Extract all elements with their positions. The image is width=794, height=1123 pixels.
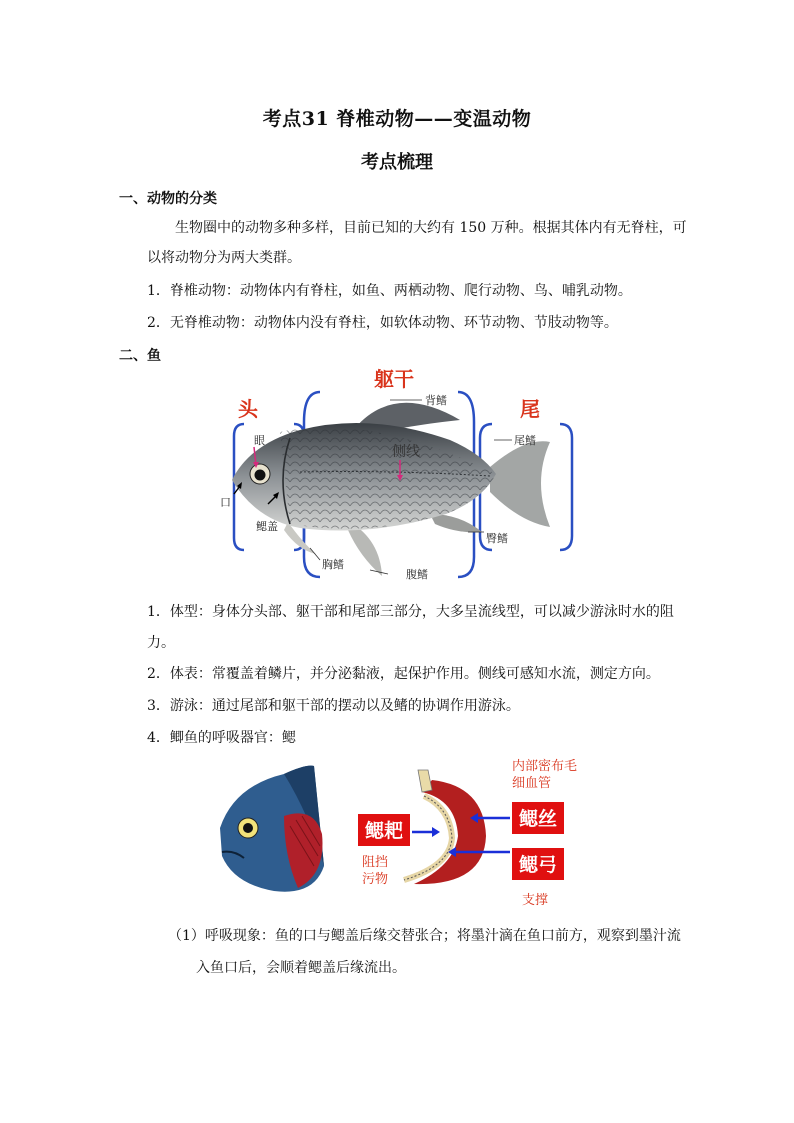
support-label: 支撑 bbox=[522, 893, 549, 908]
page-title: 考点31 脊椎动物——变温动物 bbox=[262, 108, 532, 130]
section2-item1-line1: 1．体型：身体分头部、躯干部和尾部三部分，大多呈流线型，可以减少游泳时水的阻 bbox=[147, 604, 674, 620]
section2-item1-line2: 力。 bbox=[147, 635, 175, 651]
eye-label: 眼 bbox=[254, 434, 265, 447]
fish-diagram bbox=[220, 362, 590, 584]
section1-heading: 一、动物的分类 bbox=[119, 191, 217, 207]
pectoral-fin-label: 胸鳍 bbox=[322, 558, 344, 571]
section2-item2: 2．体表：常覆盖着鳞片，并分泌黏液，起保护作用。侧线可感知水流，测定方向。 bbox=[147, 666, 660, 682]
gill-fish-pupil bbox=[243, 823, 253, 833]
block-label-line1: 阻挡 bbox=[362, 855, 389, 870]
section2-sub1-line1: （1）呼吸现象：鱼的口与鳃盖后缘交替张合；将墨汁滴在鱼口前方，观察到墨汁流 bbox=[168, 928, 681, 944]
block-label-line2: 污物 bbox=[362, 872, 389, 887]
gill-filament-label: 鳃丝 bbox=[518, 808, 558, 830]
capillary-label-line2: 细血管 bbox=[512, 776, 552, 791]
caudal-fin-shape bbox=[490, 441, 550, 527]
section2-heading: 二、鱼 bbox=[119, 348, 161, 364]
page-subtitle: 考点梳理 bbox=[361, 152, 433, 173]
fish-pupil-shape bbox=[255, 470, 266, 481]
section2-item4: 4．鲫鱼的呼吸器官：鳃 bbox=[147, 730, 296, 746]
pectoral-fin-leader bbox=[310, 548, 320, 560]
pelvic-fin-label: 腹鳍 bbox=[406, 568, 428, 581]
gill-raker-arrow-head bbox=[432, 827, 440, 837]
gill-arch-top bbox=[418, 770, 432, 792]
head-label: 头 bbox=[238, 397, 258, 421]
dorsal-fin-label: 背鳍 bbox=[425, 394, 447, 407]
gill-diagram bbox=[214, 756, 594, 916]
lateral-line-label: 侧线 bbox=[392, 444, 420, 460]
mouth-label: 口 bbox=[220, 496, 231, 509]
section1-item2: 2．无脊椎动物：动物体内没有脊柱，如软体动物、环节动物、节肢动物等。 bbox=[147, 315, 618, 331]
tail-label: 尾 bbox=[520, 397, 540, 421]
caudal-fin-label: 尾鳍 bbox=[514, 434, 536, 447]
section2-item3: 3．游泳：通过尾部和躯干部的摆动以及鳍的协调作用游泳。 bbox=[147, 698, 520, 714]
fish-scales-texture bbox=[280, 427, 496, 529]
capillary-label-line1: 内部密布毛 bbox=[512, 759, 578, 774]
gill-arch-label: 鳃弓 bbox=[518, 854, 558, 876]
tail-bracket-right bbox=[560, 424, 572, 550]
section1-intro-line2: 以将动物分为两大类群。 bbox=[147, 250, 301, 266]
section1-intro-line1: 生物圈中的动物多种多样，目前已知的大约有 150 万种。根据其体内有无脊柱，可 bbox=[175, 220, 687, 236]
section1-item1: 1．脊椎动物：动物体内有脊柱，如鱼、两栖动物、爬行动物、鸟、哺乳动物。 bbox=[147, 283, 632, 299]
gill-raker-label: 鳃耙 bbox=[364, 820, 404, 842]
section2-sub1-line2: 入鱼口后，会顺着鳃盖后缘流出。 bbox=[196, 960, 406, 976]
anal-fin-label: 臀鳍 bbox=[486, 532, 508, 545]
trunk-label: 躯干 bbox=[374, 367, 414, 391]
operculum-label: 鳃盖 bbox=[256, 520, 278, 533]
